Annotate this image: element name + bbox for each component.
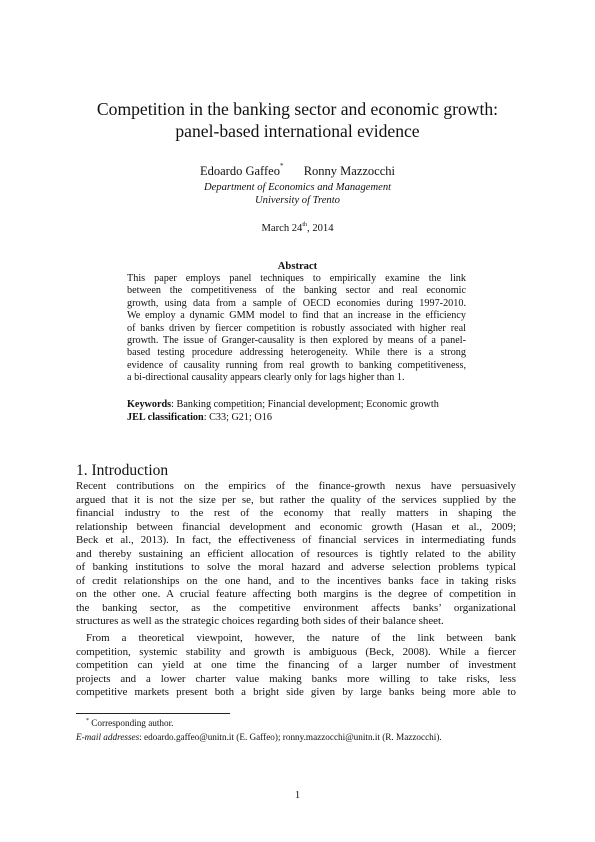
keywords-label: Keywords (127, 399, 172, 410)
abstract-line: based testing procedure addressing heterogeneity. While there is a strong (127, 347, 466, 359)
body-line: competition, systemic stability and growth is ambiguous (Beck, 2008). While a fiercer (76, 645, 516, 658)
body-line: financial industry to the rest of the economy that really matters in shaping the (76, 507, 516, 519)
body-line: on the other one. A crucial feature affecting both margins is the degree of competition in (76, 588, 516, 600)
title-line: panel-based international evidence (175, 121, 420, 141)
jel-classification (127, 412, 272, 423)
section-heading: 1. Introduction (76, 462, 169, 479)
affiliation-department: Department of Economics and Management (203, 182, 392, 193)
body-line: of banking institutions to solve the moral hazard and adverse selection problems typical (76, 561, 516, 573)
footnote-mark: * (279, 162, 284, 170)
abstract-line: evidence of causality running from real growth to banking competitiveness, (127, 359, 466, 371)
body-line: structures as well as the strategic choices regarding both sides of their balance sheet. (76, 615, 444, 627)
body-line: Recent contributions on the empirics of the finance-growth nexus have persuasively (76, 480, 516, 492)
author-list (0, 164, 595, 179)
paper-date: March 24th, 2014 (261, 222, 334, 234)
body-line: of credit relationships on the one hand, and to the incentives banks face in taking risks (76, 574, 516, 587)
author-name: Edoardo Gaffeo (200, 164, 280, 178)
title-line: Competition in the banking sector and economic growth: (96, 99, 499, 119)
author-name: Ronny Mazzocchi (303, 164, 395, 178)
footnote-mark: * (86, 718, 89, 724)
keywords (127, 399, 439, 410)
body-line: competitive markets present both a bright side given by large banks being more able to (76, 686, 516, 698)
body-line: and thereby sustaining an efficient allocation of resources is tightly related to the ability (76, 547, 516, 560)
affiliation-university: University of Trento (255, 195, 340, 206)
body-line: Beck et al., 2013). In fact, the effectiveness of financial services in intermediating funds (76, 534, 516, 546)
jel-label: JEL classification (127, 412, 204, 423)
paper-title (60, 98, 535, 142)
body-line: relationship between financial development and economic growth (Hasan et al., 2009; (76, 520, 516, 533)
abstract-line: growth. The issue of Granger-causality is then explored by means of a panel- (127, 335, 466, 346)
email-text: : edoardo.gaffeo@unitn.it (E. Gaffeo); ronny.mazzocchi@unitn.it (R. Mazzocchi). (139, 732, 442, 742)
body-line: competition can yield at one time the financing of a larger number of investment (76, 659, 516, 671)
body-line: projects and a lower charter value making banks more willing to take risks, less (76, 672, 516, 685)
jel-text: : C33; G21; O16 (203, 412, 272, 423)
email-label: E-mail addresses (76, 732, 140, 742)
body-line: argued that it is not the size per se, but rather the quality of the services supplied by the (76, 493, 516, 506)
footnote-corresponding: * Corresponding author. (86, 718, 174, 728)
abstract-line: a bi-directional causality appears clearly only for lags higher than 1. (127, 372, 405, 384)
page-number: 1 (294, 790, 301, 801)
body-line: the banking sector, as the competitive environment affects banks’ organizational (76, 601, 516, 614)
footnote-emails (76, 732, 442, 742)
body-line: From a theoretical viewpoint, however, the nature of the link between bank (86, 632, 516, 644)
footnote-divider (76, 713, 230, 714)
abstract-heading: Abstract (277, 261, 318, 272)
abstract-line: growth, using data from a sample of OECD economies during 1997-2010. (127, 297, 466, 309)
keywords-text: : Banking competition; Financial development; Economic growth (171, 399, 439, 410)
abstract-line: between the competitiveness of the banking sector and real economic (127, 285, 466, 297)
abstract-line: This paper employs panel techniques to empirically examine the link (127, 273, 466, 284)
abstract-line: of banks driven by fiercer competition is robustly associated with higher real (127, 322, 466, 334)
abstract-line: We employ a dynamic GMM model to find that an increase in the efficiency (127, 310, 466, 322)
